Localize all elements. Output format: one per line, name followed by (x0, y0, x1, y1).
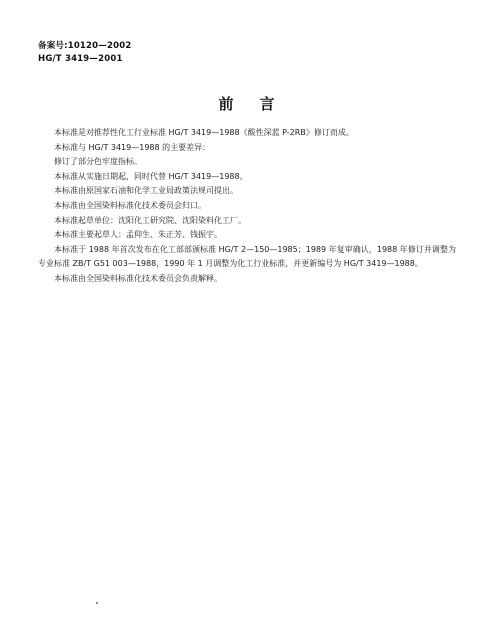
paragraph: 本标准于 1988 年首次发布在化工部部颁标准 HG/T 2—150—1985；1989 年复审确认，1988 年修订并调整为专业标准 ZB/T G51 003—1988，1990 年 1 月调整为化工行业标准，并更新编号为 HG/T 3419—1988。 (38, 244, 456, 269)
paragraph: 修订了部分色牢度指标。 (54, 157, 142, 167)
paragraph: 本标准与 HG/T 3419—1988 的主要差异： (54, 142, 211, 152)
paragraph: 本标准起草单位：沈阳化工研究院、沈阳染料化工厂。 (54, 215, 246, 225)
paragraph: 本标准由全国染料标准化技术委员会负责解释。 (54, 273, 222, 283)
filing-number: 备案号:10120—2002 (38, 41, 132, 51)
paragraph: 本标准主要起草人：孟仰生、朱正芳、钱振宇。 (54, 230, 222, 240)
paragraph: 本标准是对推荐性化工行业标准 HG/T 3419—1988《酸性深蓝 P-2RB》修订而成。 (54, 128, 354, 137)
page-title: 前言 (218, 95, 301, 113)
paragraph: 本标准由原国家石油和化学工业局政策法规司提出。 (54, 186, 238, 196)
standard-code: HG/T 3419—2001 (38, 54, 123, 64)
paragraph: 本标准由全国染料标准化技术委员会归口。 (54, 200, 206, 210)
document-header (38, 40, 131, 66)
scan-speck (96, 602, 98, 604)
paragraph: 本标准从实施日期起，同时代替 HG/T 3419—1988。 (54, 171, 248, 181)
foreword-body (38, 126, 456, 287)
